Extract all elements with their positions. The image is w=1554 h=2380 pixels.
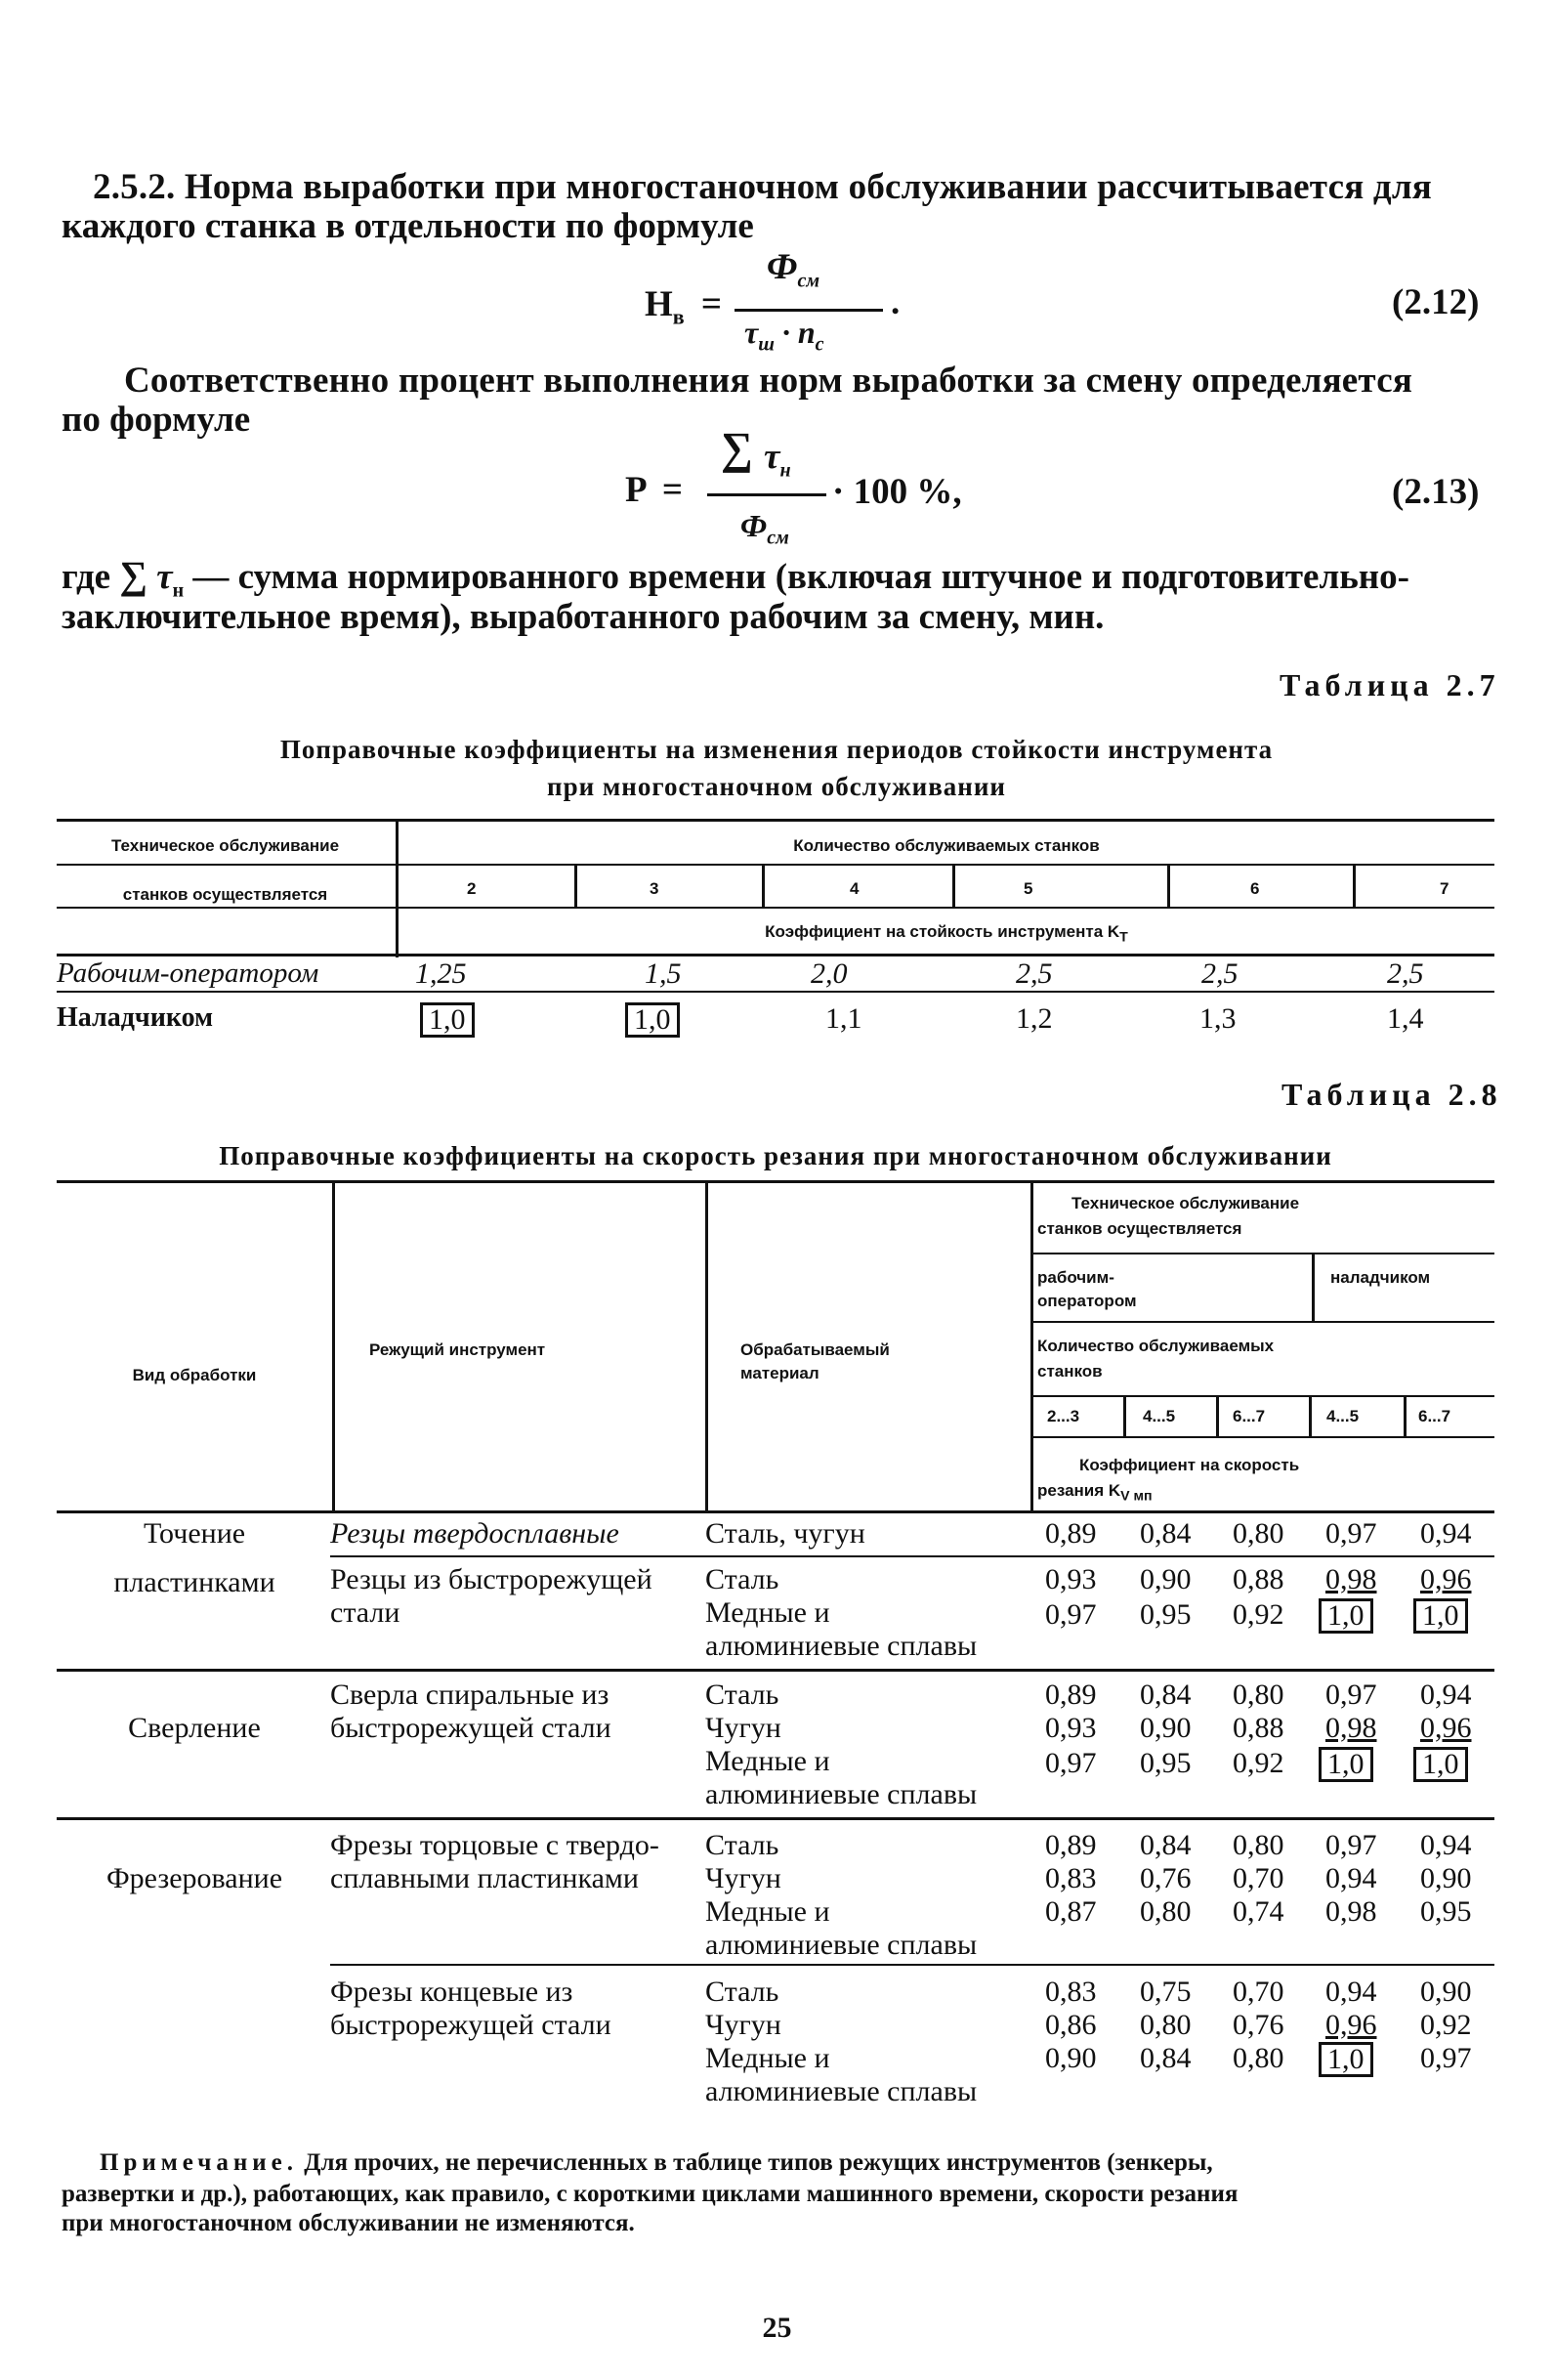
tool: Фрезы концевые из	[330, 1976, 573, 2008]
formula-period: .	[891, 282, 901, 322]
head-count: станков	[1037, 1362, 1103, 1381]
value: 0,80	[1233, 1679, 1284, 1711]
value: 0,80	[1140, 1895, 1192, 1928]
value: 0,80	[1233, 1829, 1284, 1861]
head-count: Количество обслуживаемых	[1037, 1337, 1275, 1355]
fraction-line	[735, 309, 883, 312]
value: 0,74	[1233, 1895, 1284, 1928]
material: Медные и алюминиевые сплавы	[705, 1596, 978, 1662]
value: 0,93	[1045, 1563, 1097, 1595]
value: 0,96	[1420, 1563, 1472, 1595]
paragraph-3-line-2: заключительное время), выработанного рабочим за смену, мин.	[62, 597, 1105, 637]
value: 0,83	[1045, 1976, 1097, 2008]
table-title: Поправочные коэффициенты на изменения периодов стойкости инструмента	[279, 735, 1274, 764]
value: 0,80	[1233, 1517, 1284, 1550]
paragraph-1-line-1: 2.5.2. Норма выработки при многостаночном обслуживании рассчитывается для	[93, 167, 1433, 207]
value: 1,3	[1199, 1002, 1237, 1035]
paragraph-1-line-2: каждого станка в отдельности по формуле	[62, 206, 754, 246]
paragraph-2-line-1: Соответственно процент выполнения норм выработки за смену определяется	[124, 361, 1413, 401]
paragraph-2-line-2: по формуле	[62, 400, 251, 440]
value: 0,90	[1045, 2042, 1097, 2074]
value: 0,97	[1325, 1829, 1377, 1861]
formula2-lhs: P =	[625, 470, 683, 510]
head-service: Техническое обслуживание	[1071, 1194, 1300, 1212]
material: Медные и алюминиевые сплавы	[705, 2042, 978, 2107]
value: 0,90	[1420, 1862, 1472, 1894]
value: 1,0	[1319, 2042, 1373, 2077]
value: 1,25	[415, 957, 467, 990]
value: 0,84	[1140, 1517, 1192, 1550]
head-coef: Коэффициент на скорость	[1079, 1456, 1300, 1474]
head-worker: оператором	[1037, 1292, 1137, 1310]
head-worker: рабочим-	[1037, 1268, 1114, 1287]
formula-numerator: $Ф_{см}$	[767, 247, 820, 292]
value: 0,87	[1045, 1895, 1097, 1928]
table-title: Поправочные коэффициенты на скорость резания при многостаночном обслуживании	[219, 1141, 1332, 1170]
material: Сталь	[705, 1679, 779, 1711]
row-adjuster: Наладчиком	[57, 1002, 214, 1033]
head-material: материал	[740, 1364, 819, 1382]
material: Сталь	[705, 1563, 779, 1595]
value: 0,96	[1420, 1712, 1472, 1744]
material: Чугун	[705, 1712, 781, 1744]
count: 4...5	[1143, 1407, 1176, 1425]
tool: Сверла спиральные из	[330, 1679, 609, 1711]
value: 0,92	[1420, 2009, 1472, 2041]
tool: Резцы из быстрорежущей	[330, 1563, 652, 1595]
count-3: 3	[650, 879, 659, 898]
value: 0,97	[1045, 1747, 1097, 1779]
value: 0,80	[1233, 2042, 1284, 2074]
material: Сталь	[705, 1829, 779, 1861]
tool: сплавными пластинками	[330, 1862, 639, 1894]
value: 0,95	[1140, 1747, 1192, 1779]
count-7: 7	[1440, 879, 1449, 898]
head-left: станков осуществляется	[122, 885, 328, 904]
tool: стали	[330, 1596, 400, 1629]
head-coef: резания $K_{V мп}$	[1037, 1481, 1153, 1505]
formula-lhs: $Н_в$ =	[645, 284, 723, 329]
sum-icon: ∑	[721, 423, 753, 473]
value: 2,5	[1201, 957, 1239, 990]
value: 2,5	[1016, 957, 1053, 990]
count: 6...7	[1418, 1407, 1451, 1425]
value: 0,96	[1325, 2009, 1377, 2041]
value: 0,90	[1140, 1712, 1192, 1744]
formula-denominator: $\tau_ш \cdot n_с$	[744, 315, 824, 356]
value: 0,88	[1233, 1712, 1284, 1744]
value: 0,83	[1045, 1862, 1097, 1894]
value: 1,1	[825, 1002, 862, 1035]
value: 0,90	[1420, 1976, 1472, 2008]
head-count: Количество обслуживаемых станков	[793, 836, 1100, 855]
value: 0,76	[1233, 2009, 1284, 2041]
kind-turning: пластинками	[113, 1566, 275, 1598]
formula2-tail: · 100 %,	[832, 472, 962, 512]
tool: Резцы твердосплавные	[330, 1517, 619, 1550]
count: 4...5	[1326, 1407, 1360, 1425]
value: 0,94	[1420, 1679, 1472, 1711]
table-label: Таблица 2.7	[1280, 667, 1500, 702]
value: 2,0	[811, 957, 848, 990]
value: 1,0	[1319, 1598, 1373, 1634]
value: 0,88	[1233, 1563, 1284, 1595]
tool: быстрорежущей стали	[330, 2009, 611, 2041]
material: Чугун	[705, 2009, 781, 2041]
head-kind: Вид обработки	[132, 1366, 257, 1384]
value: 1,0	[625, 1002, 680, 1038]
count-6: 6	[1250, 879, 1260, 898]
kind-turning: Точение	[143, 1517, 246, 1550]
page-number: 25	[762, 2312, 792, 2344]
head-left: Техническое обслуживание	[110, 836, 340, 855]
value: 2,5	[1387, 957, 1424, 990]
material: Медные и алюминиевые сплавы	[705, 1745, 978, 1810]
value: 0,84	[1140, 2042, 1192, 2074]
formula2-numerator: $\tau_н$	[764, 437, 791, 482]
formula2-number: (2.13)	[1392, 472, 1480, 512]
value: 0,89	[1045, 1679, 1097, 1711]
value: 0,97	[1420, 2042, 1472, 2074]
tool: быстрорежущей стали	[330, 1712, 611, 1744]
count-4: 4	[850, 879, 860, 898]
value: 1,0	[1413, 1598, 1468, 1634]
head-adjuster: наладчиком	[1330, 1268, 1431, 1287]
value: 0,70	[1233, 1862, 1284, 1894]
head-coef: Коэффициент на стойкость инструмента $K_T$	[765, 922, 1128, 946]
value: 0,84	[1140, 1829, 1192, 1861]
value: 0,70	[1233, 1976, 1284, 2008]
value: 0,92	[1233, 1598, 1284, 1631]
sum-icon: ∑	[119, 553, 147, 597]
value: 0,94	[1420, 1829, 1472, 1861]
value: 0,92	[1233, 1747, 1284, 1779]
material: Чугун	[705, 1862, 781, 1894]
value: 0,94	[1325, 1862, 1377, 1894]
kind-drilling: Сверление	[128, 1712, 261, 1744]
note-line-2: развертки и др.), работающих, как правило, с короткими циклами машинного времени, скорости резания	[62, 2181, 1239, 2207]
value: 0,95	[1420, 1895, 1472, 1928]
value: 0,94	[1420, 1517, 1472, 1550]
value: 0,97	[1045, 1598, 1097, 1631]
count: 6...7	[1233, 1407, 1266, 1425]
value: 0,89	[1045, 1517, 1097, 1550]
value: 0,98	[1325, 1712, 1377, 1744]
value: 0,98	[1325, 1563, 1377, 1595]
material: Медные и алюминиевые сплавы	[705, 1895, 978, 1961]
material: Сталь, чугун	[705, 1517, 865, 1550]
value: 1,4	[1387, 1002, 1424, 1035]
tool: Фрезы торцовые с твердо-	[330, 1829, 659, 1861]
value: 0,89	[1045, 1829, 1097, 1861]
kind-milling: Фрезерование	[105, 1862, 283, 1894]
value: 0,97	[1325, 1679, 1377, 1711]
material: Сталь	[705, 1976, 779, 2008]
value: 0,93	[1045, 1712, 1097, 1744]
head-tool: Режущий инструмент	[369, 1340, 546, 1359]
value: 1,5	[645, 957, 682, 990]
value: 0,86	[1045, 2009, 1097, 2041]
count-5: 5	[1024, 879, 1033, 898]
value: 1,0	[420, 1002, 475, 1038]
table-label: Таблица 2.8	[1281, 1077, 1502, 1112]
value: 0,94	[1325, 1976, 1377, 2008]
note-line-3: при многостаночном обслуживании не изменяются.	[62, 2210, 635, 2236]
value: 0,95	[1140, 1598, 1192, 1631]
count-2: 2	[467, 879, 477, 898]
formula-number: (2.12)	[1392, 282, 1480, 322]
value: 0,80	[1140, 2009, 1192, 2041]
value: 1,0	[1319, 1747, 1373, 1782]
value: 0,84	[1140, 1679, 1192, 1711]
note-line-1: Примечание. Для прочих, не перечисленных в таблице типов режущих инструментов (зенкеры,	[100, 2149, 1213, 2176]
fraction-line	[707, 493, 826, 496]
formula2-denominator: $Ф_{см}$	[740, 508, 789, 549]
value: 0,75	[1140, 1976, 1192, 2008]
row-worker: Рабочим-оператором	[57, 957, 319, 989]
table-title: при многостаночном обслуживании	[547, 772, 1006, 801]
value: 0,97	[1325, 1517, 1377, 1550]
value: 0,90	[1140, 1563, 1192, 1595]
value: 0,76	[1140, 1862, 1192, 1894]
value: 0,98	[1325, 1895, 1377, 1928]
head-material: Обрабатываемый	[740, 1340, 890, 1359]
head-service: станков осуществляется	[1037, 1219, 1242, 1238]
value: 1,0	[1413, 1747, 1468, 1782]
paragraph-3-line-1: где ∑ $\tau_н$ — сумма нормированного времени (включая штучное и подготовительно-	[62, 553, 1409, 602]
count: 2...3	[1047, 1407, 1080, 1425]
value: 1,2	[1016, 1002, 1053, 1035]
